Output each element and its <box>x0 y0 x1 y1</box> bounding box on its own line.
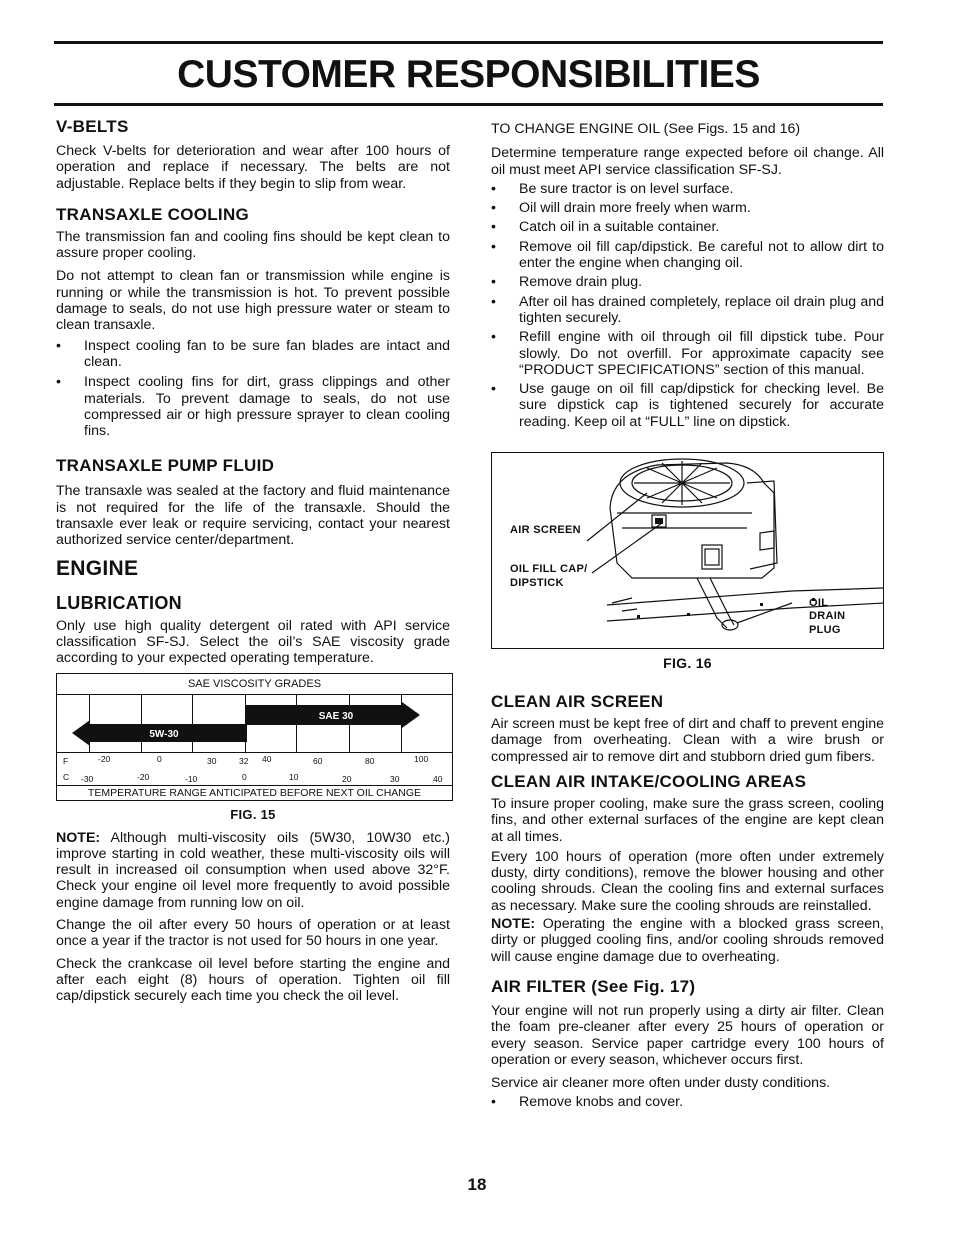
list-item: • Remove knobs and cover. <box>491 1094 884 1110</box>
sae30-label: SAE 30 <box>318 710 354 722</box>
c-tick: 20 <box>342 773 352 784</box>
list-item: • Remove drain plug. <box>491 274 884 290</box>
list-item: • Oil will drain more freely when warm. <box>491 200 884 216</box>
air-filter-steps <box>491 1094 884 1110</box>
f-tick: 100 <box>414 753 429 764</box>
c-tick: -10 <box>185 773 198 784</box>
note-label: NOTE: <box>56 829 101 846</box>
air-filter-heading: AIR FILTER (See Fig. 17) <box>491 976 696 996</box>
fig15-caption: FIG. 15 <box>230 806 276 822</box>
chart-title: SAE VISCOSITY GRADES <box>187 677 322 690</box>
c-tick: 40 <box>433 773 443 784</box>
oil-check-text: Check the crankcase oil level before starting the engine and after each eight (8) hours of operation. Tighten oil fill cap/dipstick securely each time you check the oil level. <box>56 955 450 1005</box>
c-tick: 30 <box>390 773 400 784</box>
intake-note <box>491 916 884 965</box>
list-item: • Remove oil fill cap/dipstick. Be careful not to allow dirt to enter the engine when changing oil. <box>491 239 884 272</box>
chart-divider <box>57 694 452 695</box>
vbelts-heading: V-BELTS <box>56 117 129 136</box>
f-tick: 80 <box>365 755 375 766</box>
oil-label: OIL <box>809 597 829 610</box>
determine-text: Determine temperature range expected before oil change. All oil must meet API service classification SF-SJ. <box>491 145 884 178</box>
note-paragraph <box>56 830 450 911</box>
note-label: NOTE: <box>491 916 536 933</box>
oil-fill-cap-label: OIL FILL CAP/ <box>510 563 588 576</box>
c-tick: 10 <box>289 771 299 782</box>
transaxle-cooling-heading: TRANSAXLE COOLING <box>56 204 250 224</box>
intake-heading: CLEAN AIR INTAKE/COOLING AREAS <box>491 771 807 791</box>
list-item: • Catch oil in a suitable container. <box>491 219 884 235</box>
f-tick: 30 <box>207 755 217 766</box>
plug-label: PLUG <box>809 624 841 637</box>
engine-heading: ENGINE <box>56 556 139 580</box>
air-filter-p1: Your engine will not run properly using a dirty air filter. Clean the foam pre-cleaner after every 25 hours of operation or every season. Service paper cartridge every 100 hours of operation or every season, whichever occurs first. <box>491 1002 884 1068</box>
f-tick: 32 <box>239 755 249 766</box>
transaxle-cooling-p1: The transmission fan and cooling fins should be kept clean to assure proper cooling. <box>56 228 450 262</box>
title-rule <box>54 103 883 106</box>
note-text: Operating the engine with a blocked grass screen, dirty or plugged cooling fins, and/or cooling shrouds removed will cause engine damage due to overheating. <box>491 916 884 965</box>
clean-air-screen-text: Air screen must be kept free of dirt and chaff to prevent engine damage from overheating. Clean with a wire brush or compressed air to remove dirt and stubborn dried gum fibers. <box>491 716 884 765</box>
lubrication-heading: LUBRICATION <box>56 592 182 613</box>
list-item: • Use gauge on oil fill cap/dipstick for checking level. Be sure dipstick cap is tightened securely for accurate reading. Keep oil at “FULL” line on dipstick. <box>491 381 884 430</box>
fahrenheit-label: F <box>63 755 69 766</box>
chart-divider <box>57 752 452 753</box>
celsius-label: C <box>63 771 70 782</box>
chart-footer: TEMPERATURE RANGE ANTICIPATED BEFORE NEXT OIL CHANGE <box>87 786 422 799</box>
page-title: CUSTOMER RESPONSIBILITIES <box>177 53 760 96</box>
drain-label: DRAIN <box>809 610 846 623</box>
dipstick-label: DIPSTICK <box>510 577 564 590</box>
pump-fluid-heading: TRANSAXLE PUMP FLUID <box>56 456 275 476</box>
c-tick: -30 <box>81 773 94 784</box>
oil-change-text: Change the oil after every 50 hours of operation or at least once a year if the tractor is not used for 50 hours in one year. <box>56 917 450 950</box>
right-column <box>491 121 884 1111</box>
note-text: Although multi-viscosity oils (5W30, 10W30 etc.) improve starting in cold weather, these multi-viscosity oils will result in increased oil consumption when used above 32°F. Check your engine oil level more frequently to avoid possible engine damage from running low on oil. <box>56 829 450 911</box>
f-tick: 0 <box>157 753 162 764</box>
change-oil-intro: TO CHANGE ENGINE OIL (See Figs. 15 and 16) <box>491 121 801 137</box>
air-filter-p2: Service air cleaner more often under dusty conditions. <box>491 1075 831 1092</box>
pump-fluid-text: The transaxle was sealed at the factory and fluid maintenance is not required for the life of the transaxle. Should the transaxle ever leak or require servicing, contact your nearest authorized service center/department. <box>56 483 450 549</box>
f-tick: 40 <box>262 753 272 764</box>
list-item: • Refill engine with oil through oil fill dipstick tube. Pour slowly. Do not overfill. For approximate capacity see “PRODUCT SPECIFICATIONS” section of this manual. <box>491 329 884 378</box>
transaxle-cooling-p2: Do not attempt to clean fan or transmission while engine is running or while the transmission is hot. To prevent possible damage to seals, do not use high pressure water or steam to clean transaxle. <box>56 268 450 334</box>
page-number: 18 <box>467 1175 487 1194</box>
lubrication-text: Only use high quality detergent oil rated with API service classification SF-SJ. Select the oil’s SAE viscosity grade according to your expected operating temperature. <box>56 617 450 667</box>
list-item: • Inspect cooling fins for dirt, grass clippings and other materials. To prevent damage to seals, do not use compressed air or high pressure sprayer to clean cooling fins. <box>56 374 450 439</box>
c-tick: 0 <box>242 771 247 782</box>
5w30-bar <box>72 720 247 746</box>
oil-change-steps <box>491 181 884 430</box>
engine-illustration <box>491 452 884 649</box>
vbelts-text: Check V-belts for deterioration and wear after 100 hours of operation and replace if necessary. The belts are not adjustable. Replace belts if they begin to slip from wear. <box>56 143 450 192</box>
f-tick: -20 <box>98 753 111 764</box>
5w30-label: 5W-30 <box>149 728 179 740</box>
c-tick: -20 <box>137 771 150 782</box>
air-screen-label: AIR SCREEN <box>510 524 581 537</box>
left-column <box>56 117 450 1005</box>
sae30-bar <box>246 702 420 728</box>
f-tick: 60 <box>313 755 323 766</box>
clean-air-screen-heading: CLEAN AIR SCREEN <box>491 692 664 712</box>
sae-viscosity-chart <box>56 673 453 801</box>
transaxle-cooling-list <box>56 338 450 440</box>
list-item: • Inspect cooling fan to be sure fan blades are intact and clean. <box>56 338 450 371</box>
intake-p2: Every 100 hours of operation (more often under extremely dusty, dirty conditions), remove the blower housing and other cooling shrouds. Clean the cooling fins and external surfaces as necessary. Make sure the cooling shrouds are reinstalled. <box>491 848 884 914</box>
top-rule <box>54 41 883 44</box>
list-item: • After oil has drained completely, replace oil drain plug and tighten securely. <box>491 294 884 327</box>
list-item: • Be sure tractor is on level surface. <box>491 181 884 197</box>
intake-p1: To insure proper cooling, make sure the grass screen, cooling fins, and other external surfaces of the engine are kept clean at all times. <box>491 795 884 845</box>
fig16-caption: FIG. 16 <box>663 655 712 672</box>
